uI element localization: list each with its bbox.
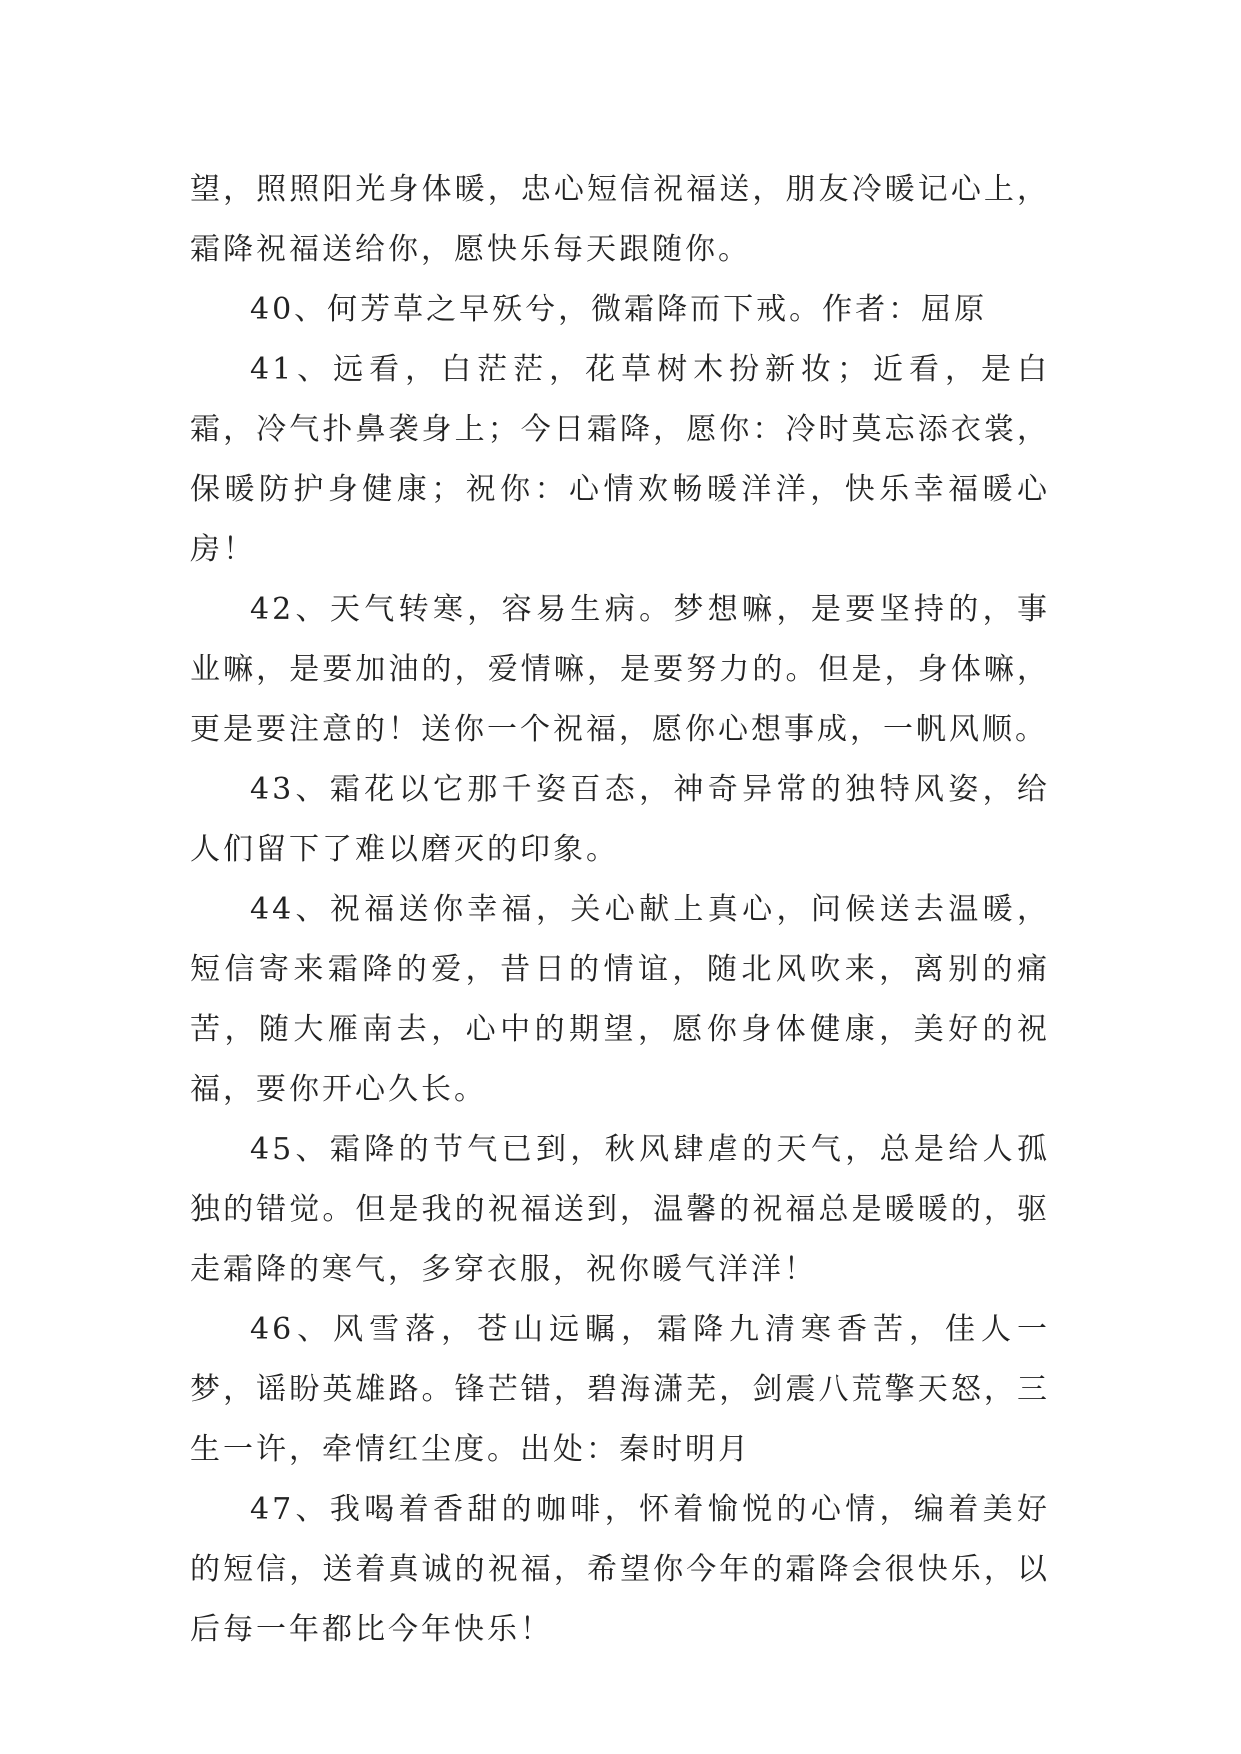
paragraph-40: 40、何芳草之早殀兮，微霜降而下戒。作者：屈原 xyxy=(250,292,988,327)
paragraph-45: 45、霜降的节气已到，秋风肆虐的天气，总是给人孤独的错觉。但是我的祝福送到，温馨的祝福总是暖暖的，驱走霜降的寒气，多穿衣服，祝你暖气洋洋！ xyxy=(190,1132,1050,1287)
document-body xyxy=(190,160,1050,1660)
paragraph-continuation: 望，照照阳光身体暖，忠心短信祝福送，朋友冷暖记心上，霜降祝福送给你，愿快乐每天跟随你。 xyxy=(190,172,1050,267)
paragraph-42: 42、天气转寒，容易生病。梦想嘛，是要坚持的，事业嘛，是要加油的，爱情嘛，是要努力的。但是，身体嘛，更是要注意的！送你一个祝福，愿你心想事成，一帆风顺。 xyxy=(190,592,1050,747)
paragraph-41: 41、远看，白茫茫，花草树木扮新妆；近看，是白霜，冷气扑鼻袭身上；今日霜降，愿你：冷时莫忘添衣裳，保暖防护身健康；祝你：心情欢畅暖洋洋，快乐幸福暖心房！ xyxy=(190,352,1050,567)
paragraph-47: 47、我喝着香甜的咖啡，怀着愉悦的心情，编着美好的短信，送着真诚的祝福，希望你今年的霜降会很快乐，以后每一年都比今年快乐！ xyxy=(190,1492,1050,1647)
paragraph-43: 43、霜花以它那千姿百态，神奇异常的独特风姿，给人们留下了难以磨灭的印象。 xyxy=(190,772,1050,867)
paragraph-44: 44、祝福送你幸福，关心献上真心，问候送去温暖，短信寄来霜降的爱，昔日的情谊，随北风吹来，离别的痛苦，随大雁南去，心中的期望，愿你身体健康，美好的祝福，要你开心久长。 xyxy=(190,892,1050,1107)
paragraph-46: 46、风雪落，苍山远瞩，霜降九清寒香苦，佳人一梦，谣盼英雄路。锋芒错，碧海潇芜，剑震八荒擎天怒，三生一许，牵情红尘度。出处：秦时明月 xyxy=(190,1312,1050,1467)
